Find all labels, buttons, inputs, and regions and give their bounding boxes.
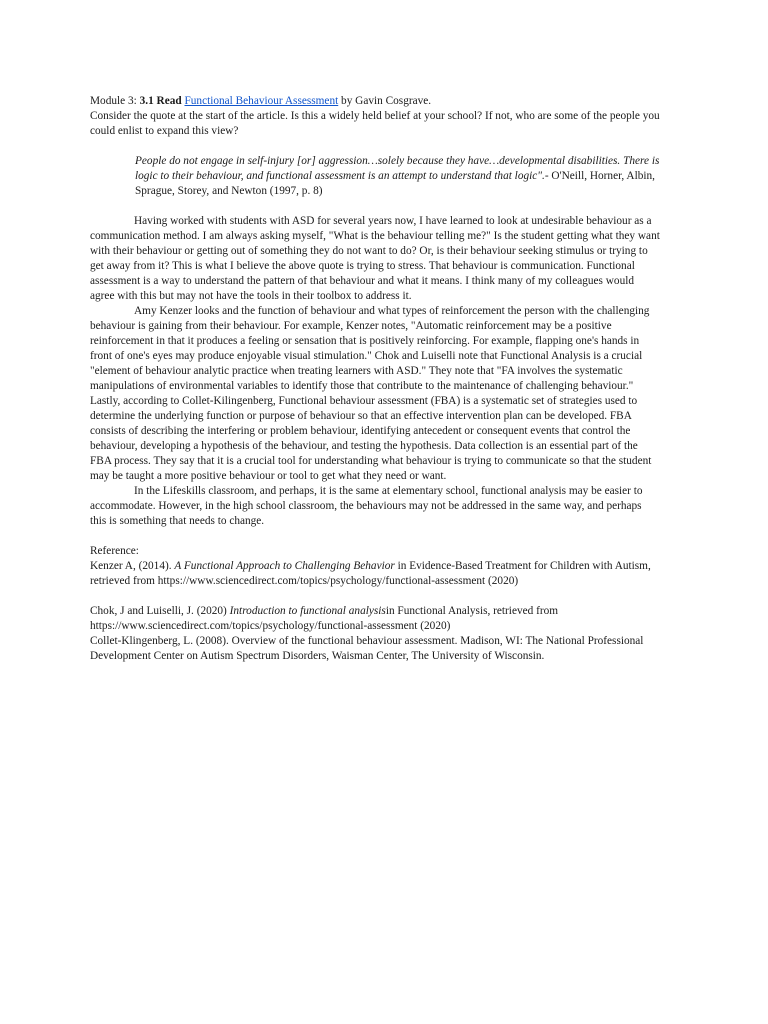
quote-attribution: - O'Neill, Horner, Albin, Sprague, Storey, and Newton (1997, p. 8) xyxy=(135,170,655,197)
body-paragraph-2: Amy Kenzer looks and the function of behaviour and what types of reinforcement the person with the challenging behaviour is gaining from their behaviour. For example, Kenzer notes, "Automatic reinforcement may be a positive reinforcement in that it produces a feeling or sensation that is positively reinforcing. For example, flapping one's hands in front of one's eyes may produce enjoyable visual stimulation." Chok and Luiselli note that Functional Analysis is a crucial "element of behaviour analytic practice when treating learners with ASD." They note that "FA involves the systematic manipulations of environmental variables to identify those that contribute to the maintenance of challenging behaviour." Lastly, according to Collet-Kilingenberg, Functional behaviour assessment (FBA) is a systematic set of strategies used to determine the underlying function or purpose of behaviour so that an effective intervention plan can be developed. FBA consists of describing the interfering or problem behaviour, identifying antecedent or consequent events that control the behaviour, developing a hypothesis of the behaviour, and testing the hypothesis. Data collection is an essential part of the FBA process. They say that it is a crucial tool for understanding what behaviour is trying to communicate so that the student may be taught a more positive behaviour or tool to get what they need or want. xyxy=(90,305,652,482)
block-quote xyxy=(135,154,660,199)
body-paragraph-1: Having worked with students with ASD for several years now, I have learned to look at undesirable behaviour as a communication method. I am always asking myself, "What is the behaviour telling me?" Is the student getting what they want with their behaviour or getting out of something they do not want to do? Or, is their behaviour seeking stimulus or trying to get away from it? This is what I believe the above quote is trying to stress. That behaviour is communication. Functional assessment is a way to understand the pattern of that behaviour and what it means. I think many of my colleagues would agree with this but may not have the tools in their toolbox to address it. xyxy=(90,215,660,302)
ref-kenzer-title: A Functional Approach to Challenging Behavior xyxy=(174,560,395,572)
ref-chok-prefix: Chok, J and Luiselli, J. (2020) xyxy=(90,605,230,617)
references-heading: Reference: xyxy=(90,545,139,557)
discussion-prompt: Consider the quote at the start of the article. Is this a widely held belief at your school? If not, who are some of the people you could enlist to expand this view? xyxy=(90,110,660,137)
article-link[interactable]: Functional Behaviour Assessment xyxy=(184,95,339,107)
body-paragraph-3: In the Lifeskills classroom, and perhaps, it is the same at elementary school, functional analysis may be easier to accommodate. However, in the high school classroom, the behaviours may not be addressed in the same way, and perhaps this is something that needs to change. xyxy=(90,485,643,527)
reference-kenzer xyxy=(90,559,660,589)
module-heading xyxy=(90,94,660,109)
module-prefix: Module 3: xyxy=(90,95,140,107)
document-content xyxy=(90,94,660,664)
quote-text: People do not engage in self-injury [or] aggression…solely because they have…developmental disabilities. There is logic to their behaviour, and functional assessment is an attempt to understand that logic". xyxy=(135,155,660,182)
author-suffix: by Gavin Cosgrave. xyxy=(338,95,432,107)
reference-chok xyxy=(90,604,660,634)
spacer xyxy=(90,529,660,544)
reference-collet: Collet-Klingenberg, L. (2008). Overview of the functional behaviour assessment. Madison, WI: The National Professional Development Center on Autism Spectrum Disorders, Waisman Center, The University of Wisconsin. xyxy=(90,635,644,662)
ref-kenzer-suffix: in Evidence-Based Treatment for Children with Autism, retrieved from https://www.sciencedirect.com/topics/psychology/functional-assessment (2020) xyxy=(90,560,651,587)
ref-kenzer-prefix: Kenzer A, (2014). xyxy=(90,560,175,572)
ref-chok-title: Introduction to functional analysis xyxy=(229,605,386,617)
spacer xyxy=(90,589,660,604)
ref-chok-suffix: in Functional Analysis, retrieved from https://www.sciencedirect.com/topics/psychology/functional-assessment (2020) xyxy=(90,605,559,632)
section-number: 3.1 Read xyxy=(139,95,182,107)
